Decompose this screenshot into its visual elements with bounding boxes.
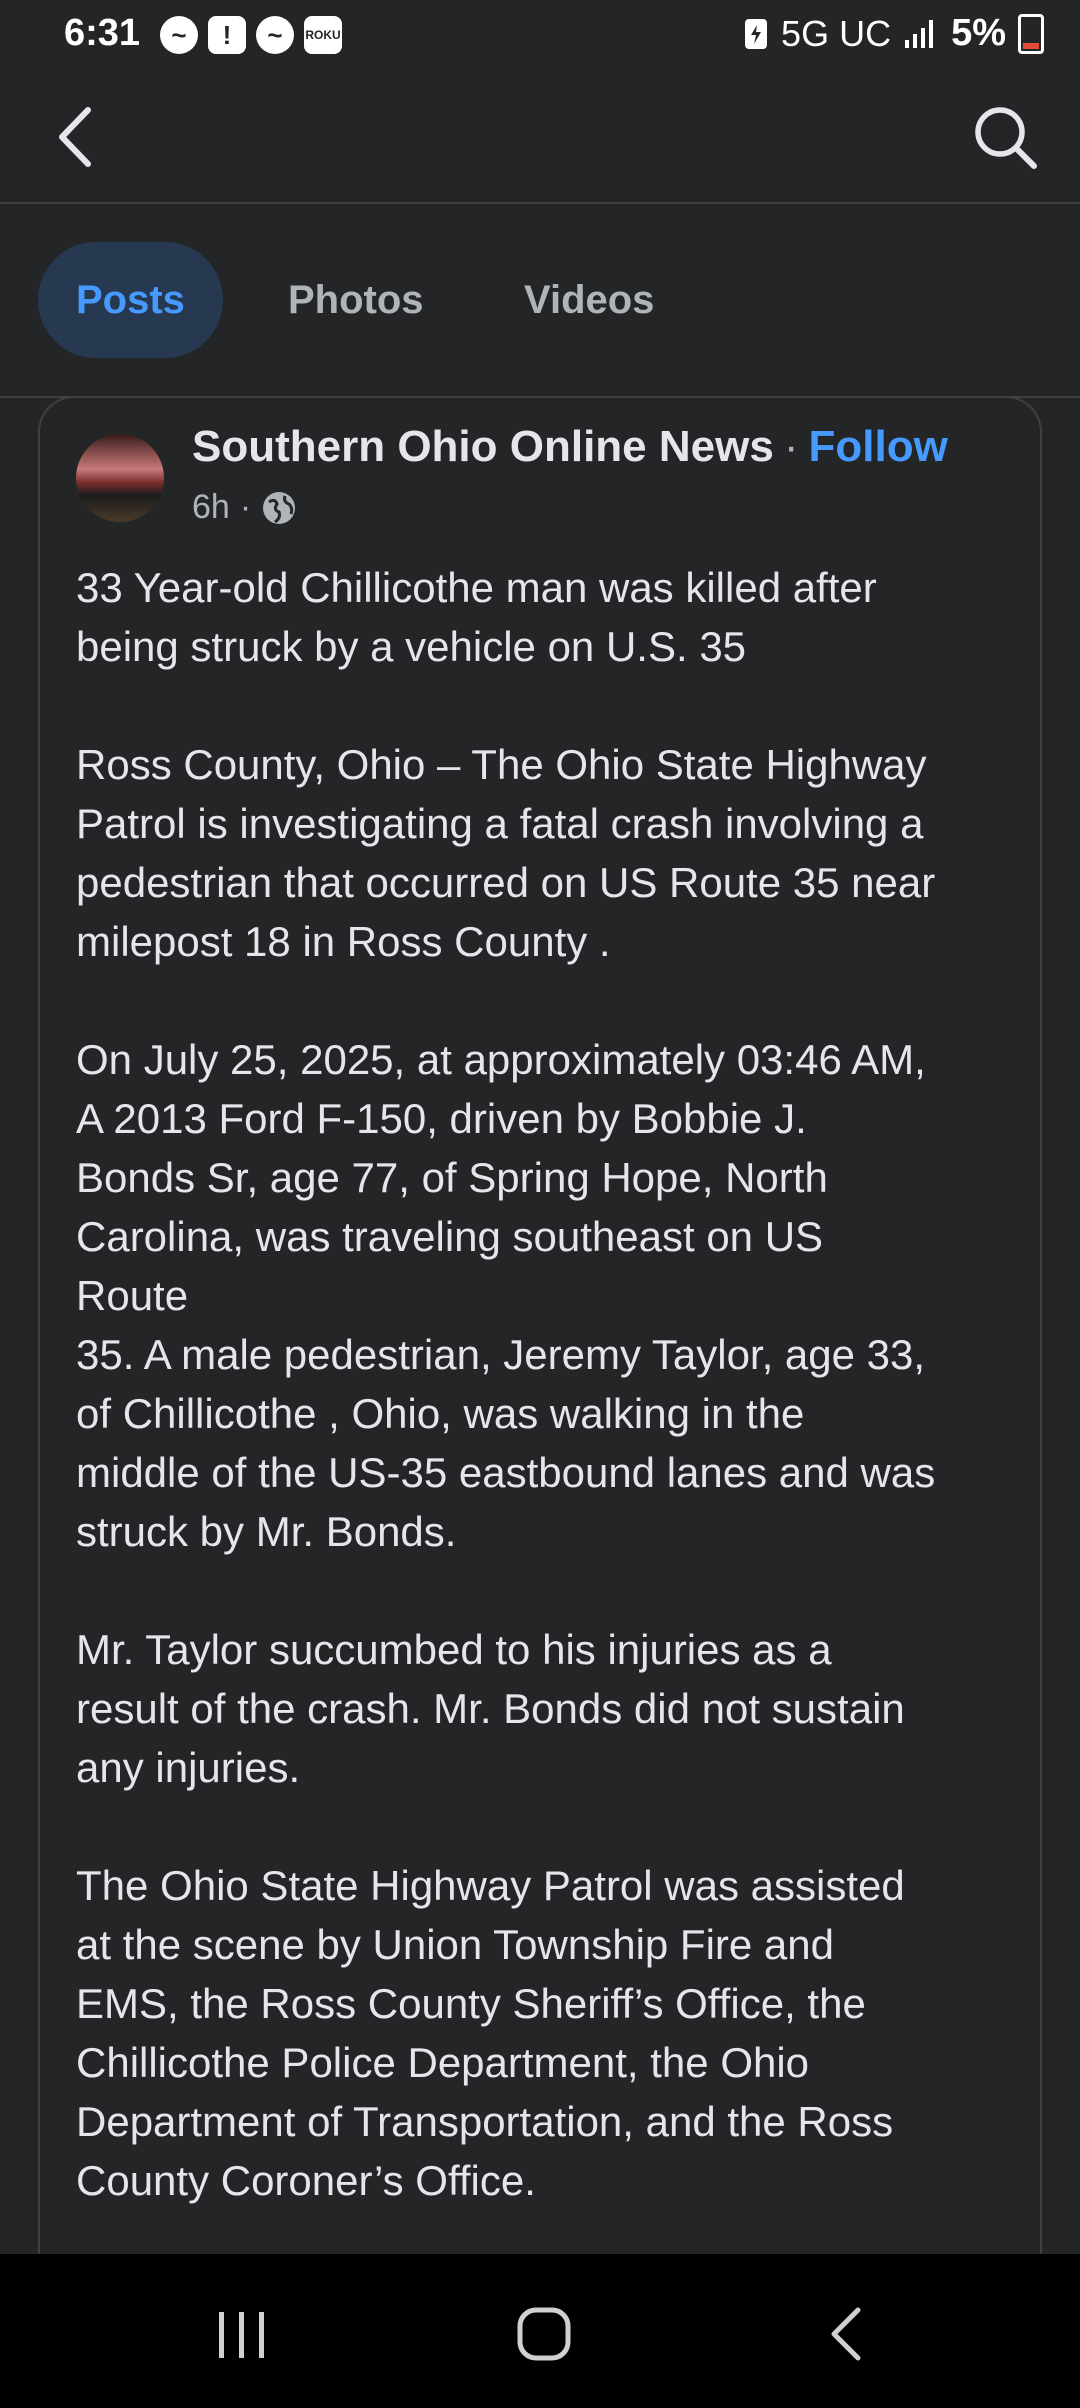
battery-saver-icon — [743, 17, 769, 51]
notification-icons — [160, 16, 342, 54]
post-paragraph: On July 25, 2025, at approximately 03:46 AM, A 2013 Ford F-150, driven by Bobbie J. Bonds Sr, age 77, of Spring Hope, North Carolina, was traveling southeast on US Route 35. A male pedestrian, Jeremy Taylor, age 33, of Chillicothe , Ohio, was walking in the middle of the US-35 eastbound lanes and was struck by Mr. Bonds. — [76, 1036, 936, 1555]
system-nav-bar — [0, 2254, 1080, 2408]
tab-photos[interactable]: Photos — [288, 278, 424, 322]
status-time: 6:31 — [64, 12, 141, 54]
status-right — [743, 12, 1044, 55]
top-nav — [0, 72, 1080, 204]
post-header — [192, 422, 948, 472]
search-icon[interactable] — [970, 102, 1040, 172]
system-back-icon[interactable] — [826, 2304, 866, 2364]
chevron-left-icon[interactable] — [44, 102, 114, 172]
network-type: 5G UC — [781, 12, 892, 54]
alert-icon: ! — [208, 16, 246, 54]
follow-button[interactable]: Follow — [808, 422, 948, 471]
post-body — [76, 558, 1036, 2269]
page-name[interactable]: Southern Ohio Online News — [192, 422, 774, 471]
home-icon[interactable] — [516, 2306, 572, 2362]
battery-percent: 5% — [951, 12, 1006, 54]
content-tabs — [0, 204, 1080, 398]
messenger-icon: ~ — [256, 16, 294, 54]
post-card — [38, 396, 1042, 2358]
header-separator: · — [783, 422, 799, 471]
status-bar — [0, 0, 1080, 72]
post-meta — [192, 488, 297, 527]
recent-apps-icon[interactable] — [215, 2310, 271, 2360]
globe-icon — [261, 490, 297, 526]
signal-icon — [903, 18, 939, 50]
post-paragraph: 33 Year-old Chillicothe man was killed after being struck by a vehicle on U.S. 35 — [76, 564, 877, 670]
tab-videos[interactable]: Videos — [524, 278, 655, 322]
meta-separator: · — [239, 488, 252, 526]
post-paragraph: Ross County, Ohio – The Ohio State Highway Patrol is investigating a fatal crash involving a pedestrian that occurred on US Route 35 near milepost 18 in Ross County . — [76, 741, 936, 965]
battery-icon — [1018, 14, 1044, 54]
roku-icon: ROKU — [304, 16, 342, 54]
page-avatar[interactable] — [76, 434, 164, 522]
post-time[interactable]: 6h — [192, 488, 230, 526]
tab-posts[interactable]: Posts — [38, 242, 223, 358]
post-paragraph: Mr. Taylor succumbed to his injuries as a result of the crash. Mr. Bonds did not sustain any injuries. — [76, 1626, 905, 1791]
post-paragraph: The Ohio State Highway Patrol was assisted at the scene by Union Township Fire and EMS, the Ross County Sheriff’s Office, the Chillicothe Police Department, the Ohio Department of Transportation, and the Ross County Coroner’s Office. — [76, 1862, 905, 2204]
messenger-icon: ~ — [160, 16, 198, 54]
